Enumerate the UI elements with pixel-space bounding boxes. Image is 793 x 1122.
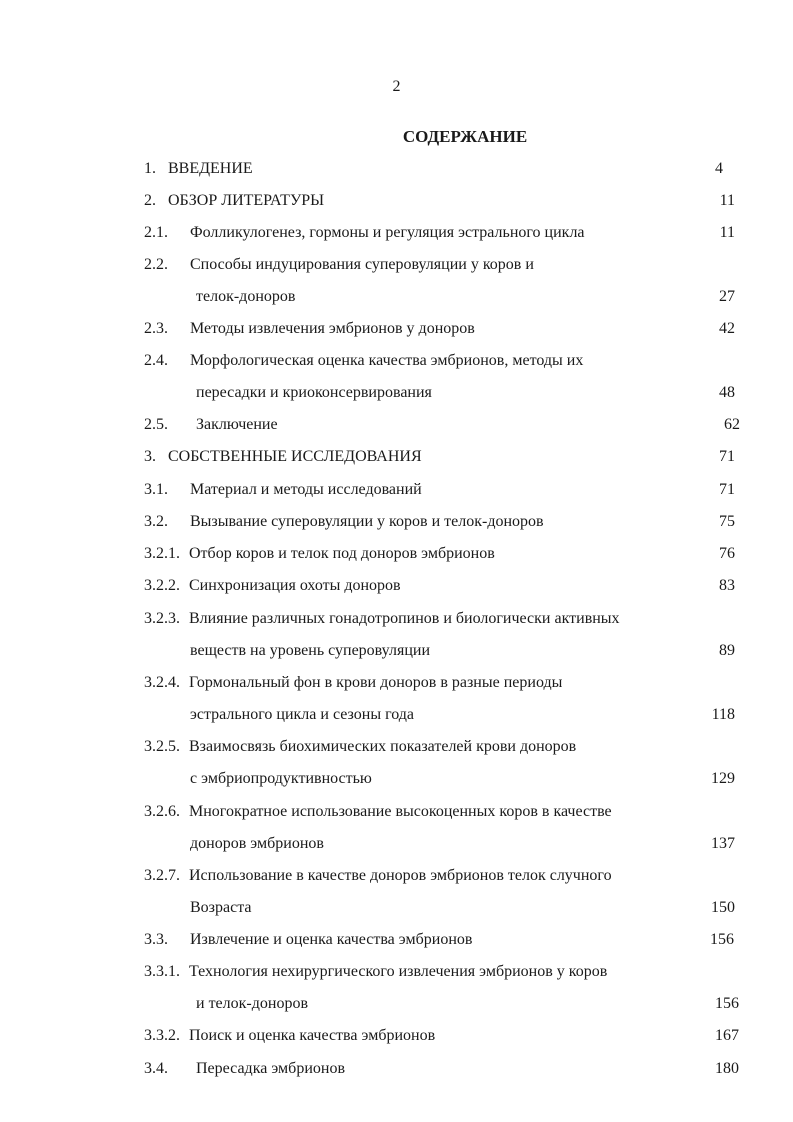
- toc-entry-number: 3.4.: [144, 1060, 168, 1077]
- toc-entry[interactable]: [144, 351, 735, 403]
- toc-entry-title: Материал и методы исследований: [190, 481, 422, 498]
- page-number: 2: [392, 78, 401, 95]
- toc-entry-title: Влияние различных гонадотропинов и биологически активных: [189, 610, 620, 627]
- toc-entry-page: 83: [719, 577, 735, 594]
- toc-entry-page: 48: [719, 384, 735, 401]
- toc-entry-page: 11: [719, 192, 735, 209]
- toc-title: СОДЕРЖАНИЕ: [402, 127, 528, 146]
- toc-entry-number: 3.2.1.: [144, 545, 180, 562]
- toc-entry-title: Фолликулогенез, гормоны и регуляция эстрального цикла: [190, 224, 585, 241]
- toc-entry-number: 3.2.: [144, 513, 168, 530]
- toc-entry-number: 3.3.: [144, 931, 168, 948]
- toc-entry-number: 3.2.6.: [144, 803, 180, 820]
- toc-entry-page: 156: [710, 931, 734, 948]
- toc-entry-page: 118: [711, 706, 735, 723]
- toc-entry-number: 1.: [144, 160, 156, 177]
- toc-entry-page: 167: [715, 1027, 739, 1044]
- toc-entry-title: Отбор коров и телок под доноров эмбрионов: [189, 545, 495, 562]
- toc-entry-number: 2.1.: [144, 224, 168, 241]
- toc-entry-number: 2.4.: [144, 352, 168, 369]
- toc-entry-title: Методы извлечения эмбрионов у доноров: [190, 320, 475, 337]
- toc-entry-number: 2.3.: [144, 320, 168, 337]
- toc-entry-title-continued: эстрального цикла и сезоны года: [190, 706, 415, 723]
- toc-entry-title: СОБСТВЕННЫЕ ИССЛЕДОВАНИЯ: [168, 448, 422, 465]
- toc-entry-title: Многократное использование высокоценных коров в качестве: [189, 803, 612, 820]
- toc-entry-number: 3.3.2.: [144, 1027, 180, 1044]
- toc-entry-page: 137: [711, 835, 735, 852]
- toc-entry-number: 3.2.2.: [144, 577, 180, 594]
- toc-entry[interactable]: [144, 866, 735, 918]
- toc-entry-page: 150: [711, 899, 735, 916]
- toc-entry-page: 180: [715, 1060, 739, 1077]
- toc-entry-page: 4: [715, 160, 723, 177]
- toc-entry-title: Взаимосвязь биохимических показателей крови доноров: [189, 738, 577, 755]
- toc-entry-number: 3.1.: [144, 481, 168, 498]
- toc-entry-number: 2.2.: [144, 256, 168, 273]
- toc-entry-page: 27: [719, 288, 735, 305]
- toc-entry-title: Технология нехирургического извлечения эмбрионов у коров: [189, 963, 608, 980]
- toc-entry-title-continued: телок-доноров: [196, 288, 296, 305]
- toc-entry-title-continued: с эмбриопродуктивностью: [190, 770, 372, 787]
- toc-entry-page: 76: [719, 545, 735, 562]
- toc-entry[interactable]: [144, 802, 735, 854]
- toc-entry-title-continued: веществ на уровень суперовуляции: [190, 642, 431, 659]
- toc-entry-title: ВВЕДЕНИЕ: [168, 160, 253, 177]
- toc-entry[interactable]: [144, 962, 739, 1014]
- toc-entry-number: 2.: [144, 192, 156, 209]
- toc-entry-page: 156: [715, 995, 739, 1012]
- toc-entry-title-continued: пересадки и криоконсервирования: [196, 384, 432, 401]
- toc-entry-title-continued: доноров эмбрионов: [190, 835, 324, 852]
- toc-entry-page: 129: [711, 770, 735, 787]
- toc-entry-number: 3.2.3.: [144, 610, 180, 627]
- toc-entry-title-continued: и телок-доноров: [196, 995, 308, 1012]
- toc-entry-title: Вызывание суперовуляции у коров и телок-доноров: [190, 513, 544, 530]
- toc-entry-title: ОБЗОР ЛИТЕРАТУРЫ: [168, 192, 325, 209]
- toc-entry[interactable]: [144, 673, 735, 725]
- toc-entry-number: 2.5.: [144, 416, 168, 433]
- toc-entry-title: Использование в качестве доноров эмбрионов телок случного: [189, 867, 612, 884]
- toc-entry[interactable]: [144, 255, 735, 307]
- toc-entry-number: 3.2.7.: [144, 867, 180, 884]
- toc-entry-number: 3.3.1.: [144, 963, 180, 980]
- toc-entry-title: Способы индуцирования суперовуляции у коров и: [190, 256, 534, 273]
- toc-entry-title: Пересадка эмбрионов: [196, 1060, 345, 1077]
- toc-entry[interactable]: [144, 737, 735, 789]
- toc-entry-page: 75: [719, 513, 735, 530]
- toc-entry-number: 3.2.4.: [144, 674, 180, 691]
- toc-entry-title-continued: Возраста: [190, 899, 252, 916]
- toc-entry-title: Извлечение и оценка качества эмбрионов: [190, 931, 473, 948]
- toc-entry-page: 62: [724, 416, 740, 433]
- toc-entry-page: 11: [719, 224, 735, 241]
- toc-entry-number: 3.: [144, 448, 156, 465]
- toc-entry-page: 89: [719, 642, 735, 659]
- toc-entry-page: 42: [719, 320, 735, 337]
- toc-entry-title: Синхронизация охоты доноров: [189, 577, 401, 594]
- toc-entry-title: Морфологическая оценка качества эмбрионов, методы их: [190, 352, 584, 369]
- toc-entry-title: Поиск и оценка качества эмбрионов: [189, 1027, 436, 1044]
- toc-entry-page: 71: [719, 481, 735, 498]
- toc-entry-number: 3.2.5.: [144, 738, 180, 755]
- toc-entry-page: 71: [719, 448, 735, 465]
- toc-entry-title: Гормональный фон в крови доноров в разные периоды: [189, 674, 563, 691]
- toc-entry-title: Заключение: [196, 416, 278, 433]
- toc-entry[interactable]: [144, 609, 735, 661]
